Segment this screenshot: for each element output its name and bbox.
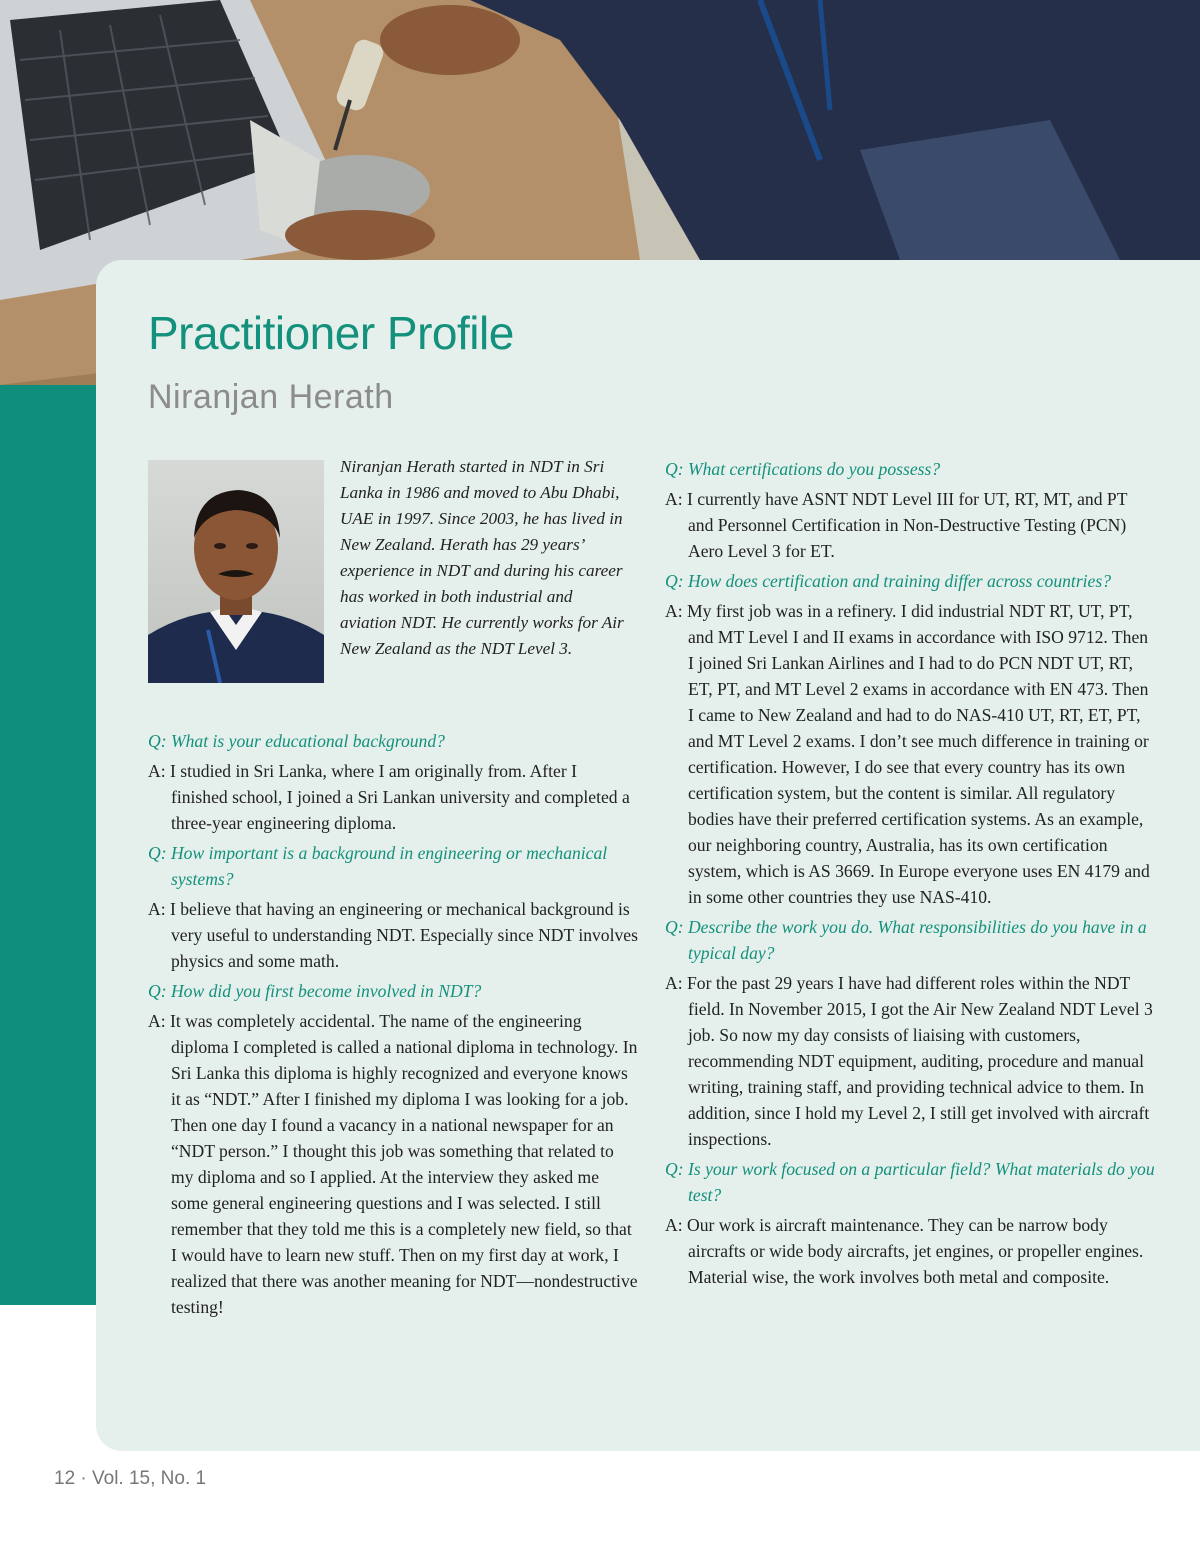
qa-item bbox=[148, 978, 638, 1320]
question: Q: How did you first become involved in NDT? bbox=[148, 981, 482, 1001]
answer: A: I currently have ASNT NDT Level III for UT, RT, MT, and PT and Personnel Certification in Non-Destructive Testing (PCN) Aero Level 3 for ET. bbox=[665, 489, 1128, 561]
left-column bbox=[148, 728, 638, 1324]
side-accent-band bbox=[0, 385, 96, 1305]
question: Q: How important is a background in engineering or mechanical systems? bbox=[148, 843, 608, 889]
portrait-photo bbox=[148, 460, 324, 683]
answer: A: Our work is aircraft maintenance. They can be narrow body aircrafts or wide body aircrafts, jet engines, or propeller engines. Material wise, the work involves both metal and composite. bbox=[665, 1215, 1144, 1287]
question: Q: Is your work focused on a particular field? What materials do you test? bbox=[665, 1159, 1155, 1205]
answer: A: My first job was in a refinery. I did industrial NDT RT, UT, PT, and MT Level I and II exams in accordance with ISO 9712. Then I joined Sri Lankan Airlines and I had to do PCN NDT UT, RT, ET, PT, and MT Level 2 exams in accordance with EN 473. Then I came to New Zealand and had to do NAS-410 UT, RT, ET, PT, and MT Level 2 exams. I don’t see much difference in training or certification. However, I do see that every country has its own certification system, but the content is similar. All regulatory bodies have their preferred certification systems. As an example, our neighboring country, Australia, has its own certification system, which is AS 3669. In Europe everyone uses EN 4179 and in some other countries they use NAS-410. bbox=[665, 601, 1150, 907]
qa-item bbox=[665, 1156, 1155, 1290]
page-title: Practitioner Profile bbox=[148, 307, 514, 359]
qa-item bbox=[148, 728, 638, 836]
qa-item bbox=[665, 456, 1155, 564]
bio-text: Niranjan Herath started in NDT in Sri Lanka in 1986 and moved to Abu Dhabi, UAE in 1997. Since 2003, he has lived in New Zealand. Herath has 29 years’ experience in NDT and during his career has worked in both industrial and aviation NDT. He currently works for Air New Zealand as the NDT Level 3. bbox=[340, 457, 624, 658]
question: Q: How does certification and training differ across countries? bbox=[665, 571, 1112, 591]
answer: A: For the past 29 years I have had different roles within the NDT field. In November 2015, I got the Air New Zealand NDT Level 3 job. So now my day consists of liaising with customers, recommending NDT equipment, auditing, procedure and manual writing, training staff, and providing technical advice to them. In addition, since I hold my Level 2, I still get involved with aircraft inspections. bbox=[665, 973, 1153, 1149]
question: Q: What certifications do you possess? bbox=[665, 459, 941, 479]
qa-item bbox=[665, 914, 1155, 1152]
answer: A: It was completely accidental. The name of the engineering diploma I completed is called a national diploma in technology. In Sri Lanka this diploma is highly recognized and everyone knows it as “NDT.” After I finished my diploma I was looking for a job. Then one day I found a vacancy in a national newspaper for an “NDT person.” I thought this job was something that related to my diploma and so I applied. At the interview they asked me some general engineering questions and I was selected. I still remember that they told me this is a completely new field, so that I would have to learn new stuff. Then on my first day at work, I realized that there was another meaning for NDT—nondestructive testing! bbox=[148, 1011, 638, 1317]
page-folio: 12 · Vol. 15, No. 1 bbox=[54, 1468, 207, 1489]
right-column bbox=[665, 456, 1155, 1294]
answer: A: I studied in Sri Lanka, where I am originally from. After I finished school, I joined a Sri Lankan university and completed a three-year engineering diploma. bbox=[148, 761, 630, 833]
qa-item bbox=[148, 840, 638, 974]
qa-item bbox=[665, 568, 1155, 910]
question: Q: What is your educational background? bbox=[148, 731, 445, 751]
profile-name: Niranjan Herath bbox=[148, 378, 394, 416]
answer: A: I believe that having an engineering or mechanical background is very useful to understanding NDT. Especially since NDT involves physics and some math. bbox=[148, 899, 638, 971]
portrait-illustration bbox=[148, 460, 324, 683]
question: Q: Describe the work you do. What responsibilities do you have in a typical day? bbox=[665, 917, 1147, 963]
